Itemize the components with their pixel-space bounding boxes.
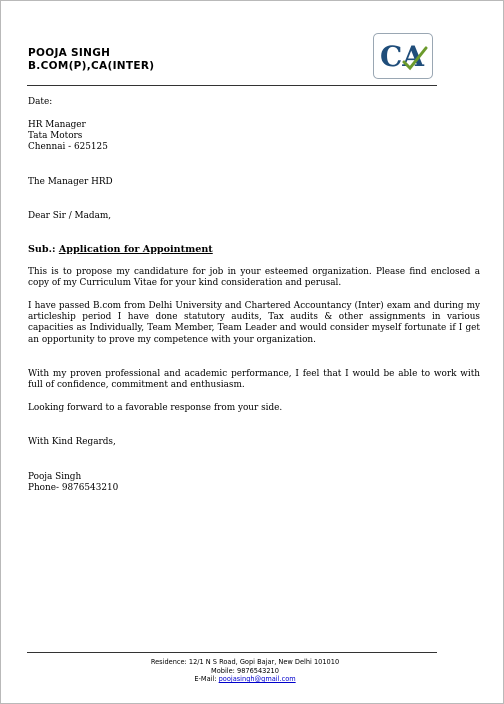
ca-logo-icon: [374, 34, 432, 78]
recipient-line: Chennai - 625125: [28, 142, 108, 153]
header-divider: [27, 85, 437, 86]
applicant-qualification: B.COM(P),CA(INTER): [28, 60, 155, 72]
footer-mobile: Mobile: 9876543210: [211, 666, 279, 675]
subject-line: [28, 244, 480, 255]
date-label: Date:: [28, 97, 53, 107]
applicant-name: POOJA SINGH: [28, 47, 111, 59]
addressee: The Manager HRD: [28, 177, 113, 187]
paragraph-closing: Looking forward to a favorable response from your side.: [28, 403, 283, 413]
salutation: Dear Sir / Madam,: [28, 211, 112, 221]
closing-phrase: With Kind Regards,: [28, 437, 116, 447]
logo-letters: CA: [380, 40, 425, 73]
footer-contact: [27, 658, 463, 684]
footer-email-link[interactable]: poojasingh@gmail.com: [218, 675, 296, 684]
letterhead: [28, 47, 154, 73]
recipient-line: Tata Motors: [28, 131, 83, 142]
footer-email-label: E-Mail:: [194, 675, 217, 684]
signature-block: [28, 472, 480, 494]
ca-logo: [373, 33, 433, 79]
footer-residence: Residence: 12/1 N S Road, Gopi Bajar, New Delhi 101010: [150, 658, 340, 666]
paragraph-performance: With my proven professional and academic performance, I feel that I would be able to work with full of confidence, commitment and enthusiasm.: [28, 369, 480, 391]
footer-email-line: [27, 675, 463, 684]
subject-text: Application for Appointment: [58, 244, 213, 255]
signature-phone: Phone- 9876543210: [28, 483, 119, 494]
signature-name: Pooja Singh: [28, 472, 82, 482]
footer-divider: [27, 652, 437, 653]
paragraph-qualifications: I have passed B.com from Delhi University and Chartered Accountancy (Inter) exam and during my articleship period I have done statutory audits, Tax audits & other assignments in various capacities as Individually, Team Member, Team Leader and would consider myself fortunate if I get an opportunity to prove my competence with your organization.: [28, 301, 480, 345]
recipient-address: [28, 120, 480, 154]
recipient-line: HR Manager: [28, 120, 86, 130]
subject-prefix: Sub.:: [28, 244, 56, 255]
paragraph-intro: This is to propose my candidature for job in your esteemed organization. Please find enclosed a copy of my Curriculum Vitae for your kind consideration and perusal.: [28, 267, 480, 289]
